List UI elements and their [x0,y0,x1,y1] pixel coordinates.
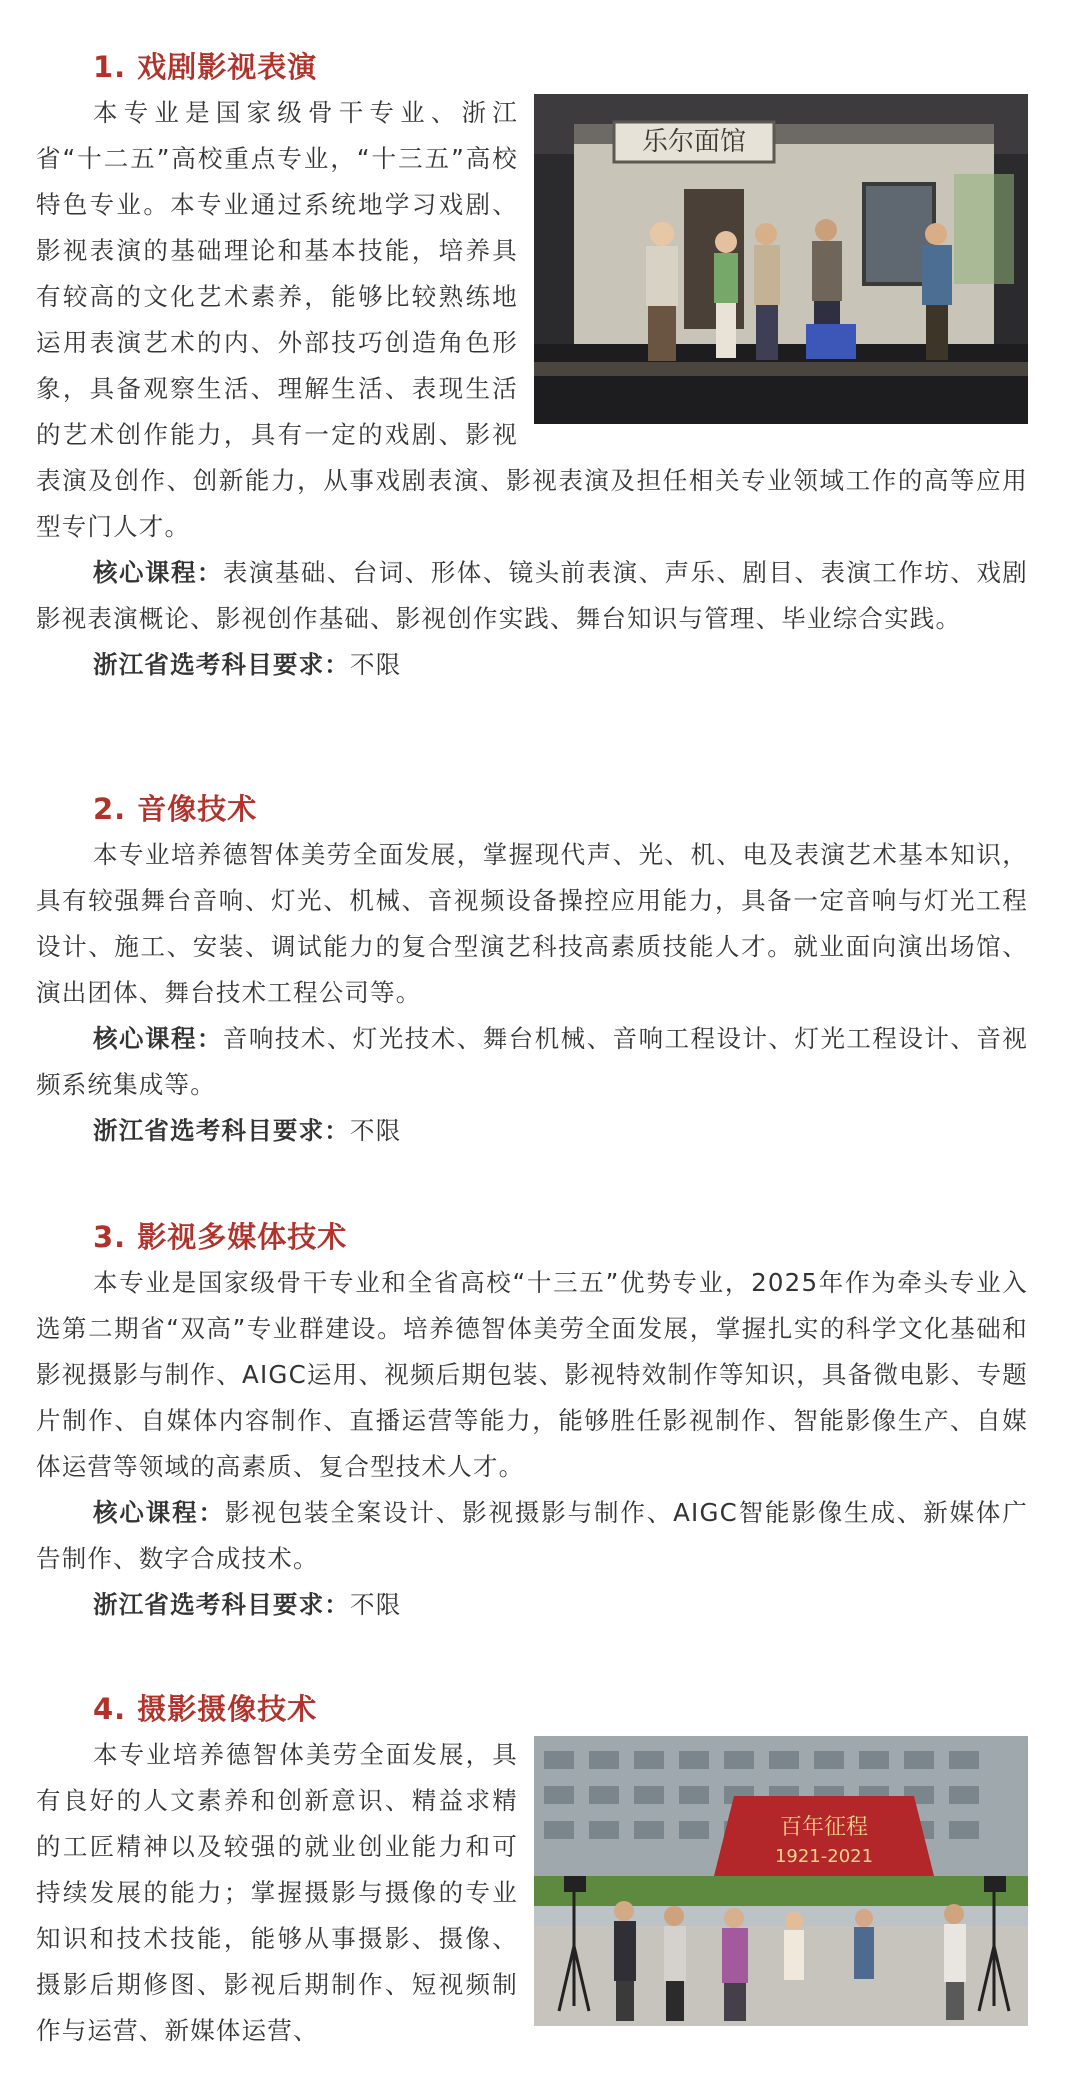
core-courses [36,1490,1028,1582]
core-courses [36,1016,1028,1108]
section-title: 2. 音像技术 [93,792,258,826]
subject-requirement-value: 不限 [350,1590,402,1619]
section-intro: 本专业培养德智体美劳全面发展，具有良好的人文素养和创新意识、精益求精的工匠精神以及较强的就业创业能力和可持续发展的能力；掌握摄影与摄像的专业知识和技术技能，能够从事摄影、摄像、摄影后期修图、影视后期制作、短视频制作与运营、新媒体运营、 [36,1740,518,2045]
subject-requirement [36,642,1028,688]
section-intro: 本专业培养德智体美劳全面发展，掌握现代声、光、机、电及表演艺术基本知识，具有较强舞台音响、灯光、机械、音视频设备操控应用能力，具备一定音响与灯光工程设计、施工、安装、调试能力的复合型演艺科技高素质技能人才。就业面向演出场馆、演出团体、舞台技术工程公司等。 [36,840,1028,1007]
core-courses-label: 核心课程： [93,1024,223,1053]
centennial-sign-title: 百年征程 [779,1815,869,1840]
core-courses [36,550,1028,642]
core-courses-text: 表演基础、台词、形体、镜头前表演、声乐、剧目、表演工作坊、戏剧影视表演概论、影视创作基础、影视创作实践、舞台知识与管理、毕业综合实践。 [36,558,1029,633]
core-courses-text: 音响技术、灯光技术、舞台机械、音响工程设计、灯光工程设计、音视频系统集成等。 [36,1024,1029,1099]
core-courses-text: 影视包装全案设计、影视摄影与制作、AIGC智能影像生成、新媒体广告制作、数字合成技术。 [36,1498,1028,1573]
subject-requirement-label: 浙江省选考科目要求： [93,650,350,679]
camera-icon [564,1876,586,1892]
section-photography-tech [36,1686,1028,2054]
section-intro: 本专业是国家级骨干专业和全省高校“十三五”优势专业，2025年作为牵头专业入选第二期省“双高”专业群建设。培养德智体美劳全面发展，掌握扎实的科学文化基础和影视摄影与制作、AIGC运用、视频后期包装、影视特效制作等知识，具备微电影、专题片制作、自媒体内容制作、直播运营等能力，能够胜任影视制作、智能影像生产、自媒体运营等领域的高素质、复合型技术人才。 [36,1268,1028,1481]
campus-shoot-photo [534,1736,1028,2026]
subject-requirement-label: 浙江省选考科目要求： [93,1590,350,1619]
subject-requirement-label: 浙江省选考科目要求： [93,1116,350,1145]
section-title: 4. 摄影摄像技术 [93,1692,318,1726]
section-film-multimedia-tech [36,1214,1028,1628]
subject-requirement [36,1582,1028,1628]
section-audio-video-tech [36,786,1028,1154]
centennial-sign-years: 1921-2021 [774,1846,874,1867]
section-intro: 本专业是国家级骨干专业、浙江省“十二五”高校重点专业，“十三五”高校特色专业。本专业通过系统地学习戏剧、影视表演的基础理论和基本技能，培养具有较高的文化艺术素养，能够比较熟练地运用表演艺术的内、外部技巧创造角色形象，具备观察生活、理解生活、表现生活的艺术创作能力，具有一定的戏剧、影视表演及创作、创新能力，从事戏剧表演、影视表演及担任相关专业领域工作的高等应用型专门人才。 [36,98,1028,541]
stage-performance-photo [534,94,1028,424]
core-courses-label: 核心课程： [93,1498,225,1527]
core-courses-label: 核心课程： [93,558,223,587]
section-title: 1. 戏剧影视表演 [93,50,318,84]
noodle-shop-sign: 乐尔面馆 [641,127,747,157]
subject-requirement-value: 不限 [350,650,402,679]
subject-requirement-value: 不限 [350,1116,402,1145]
section-title: 3. 影视多媒体技术 [93,1220,348,1254]
subject-requirement [36,1108,1028,1154]
section-drama-performance [36,44,1028,688]
